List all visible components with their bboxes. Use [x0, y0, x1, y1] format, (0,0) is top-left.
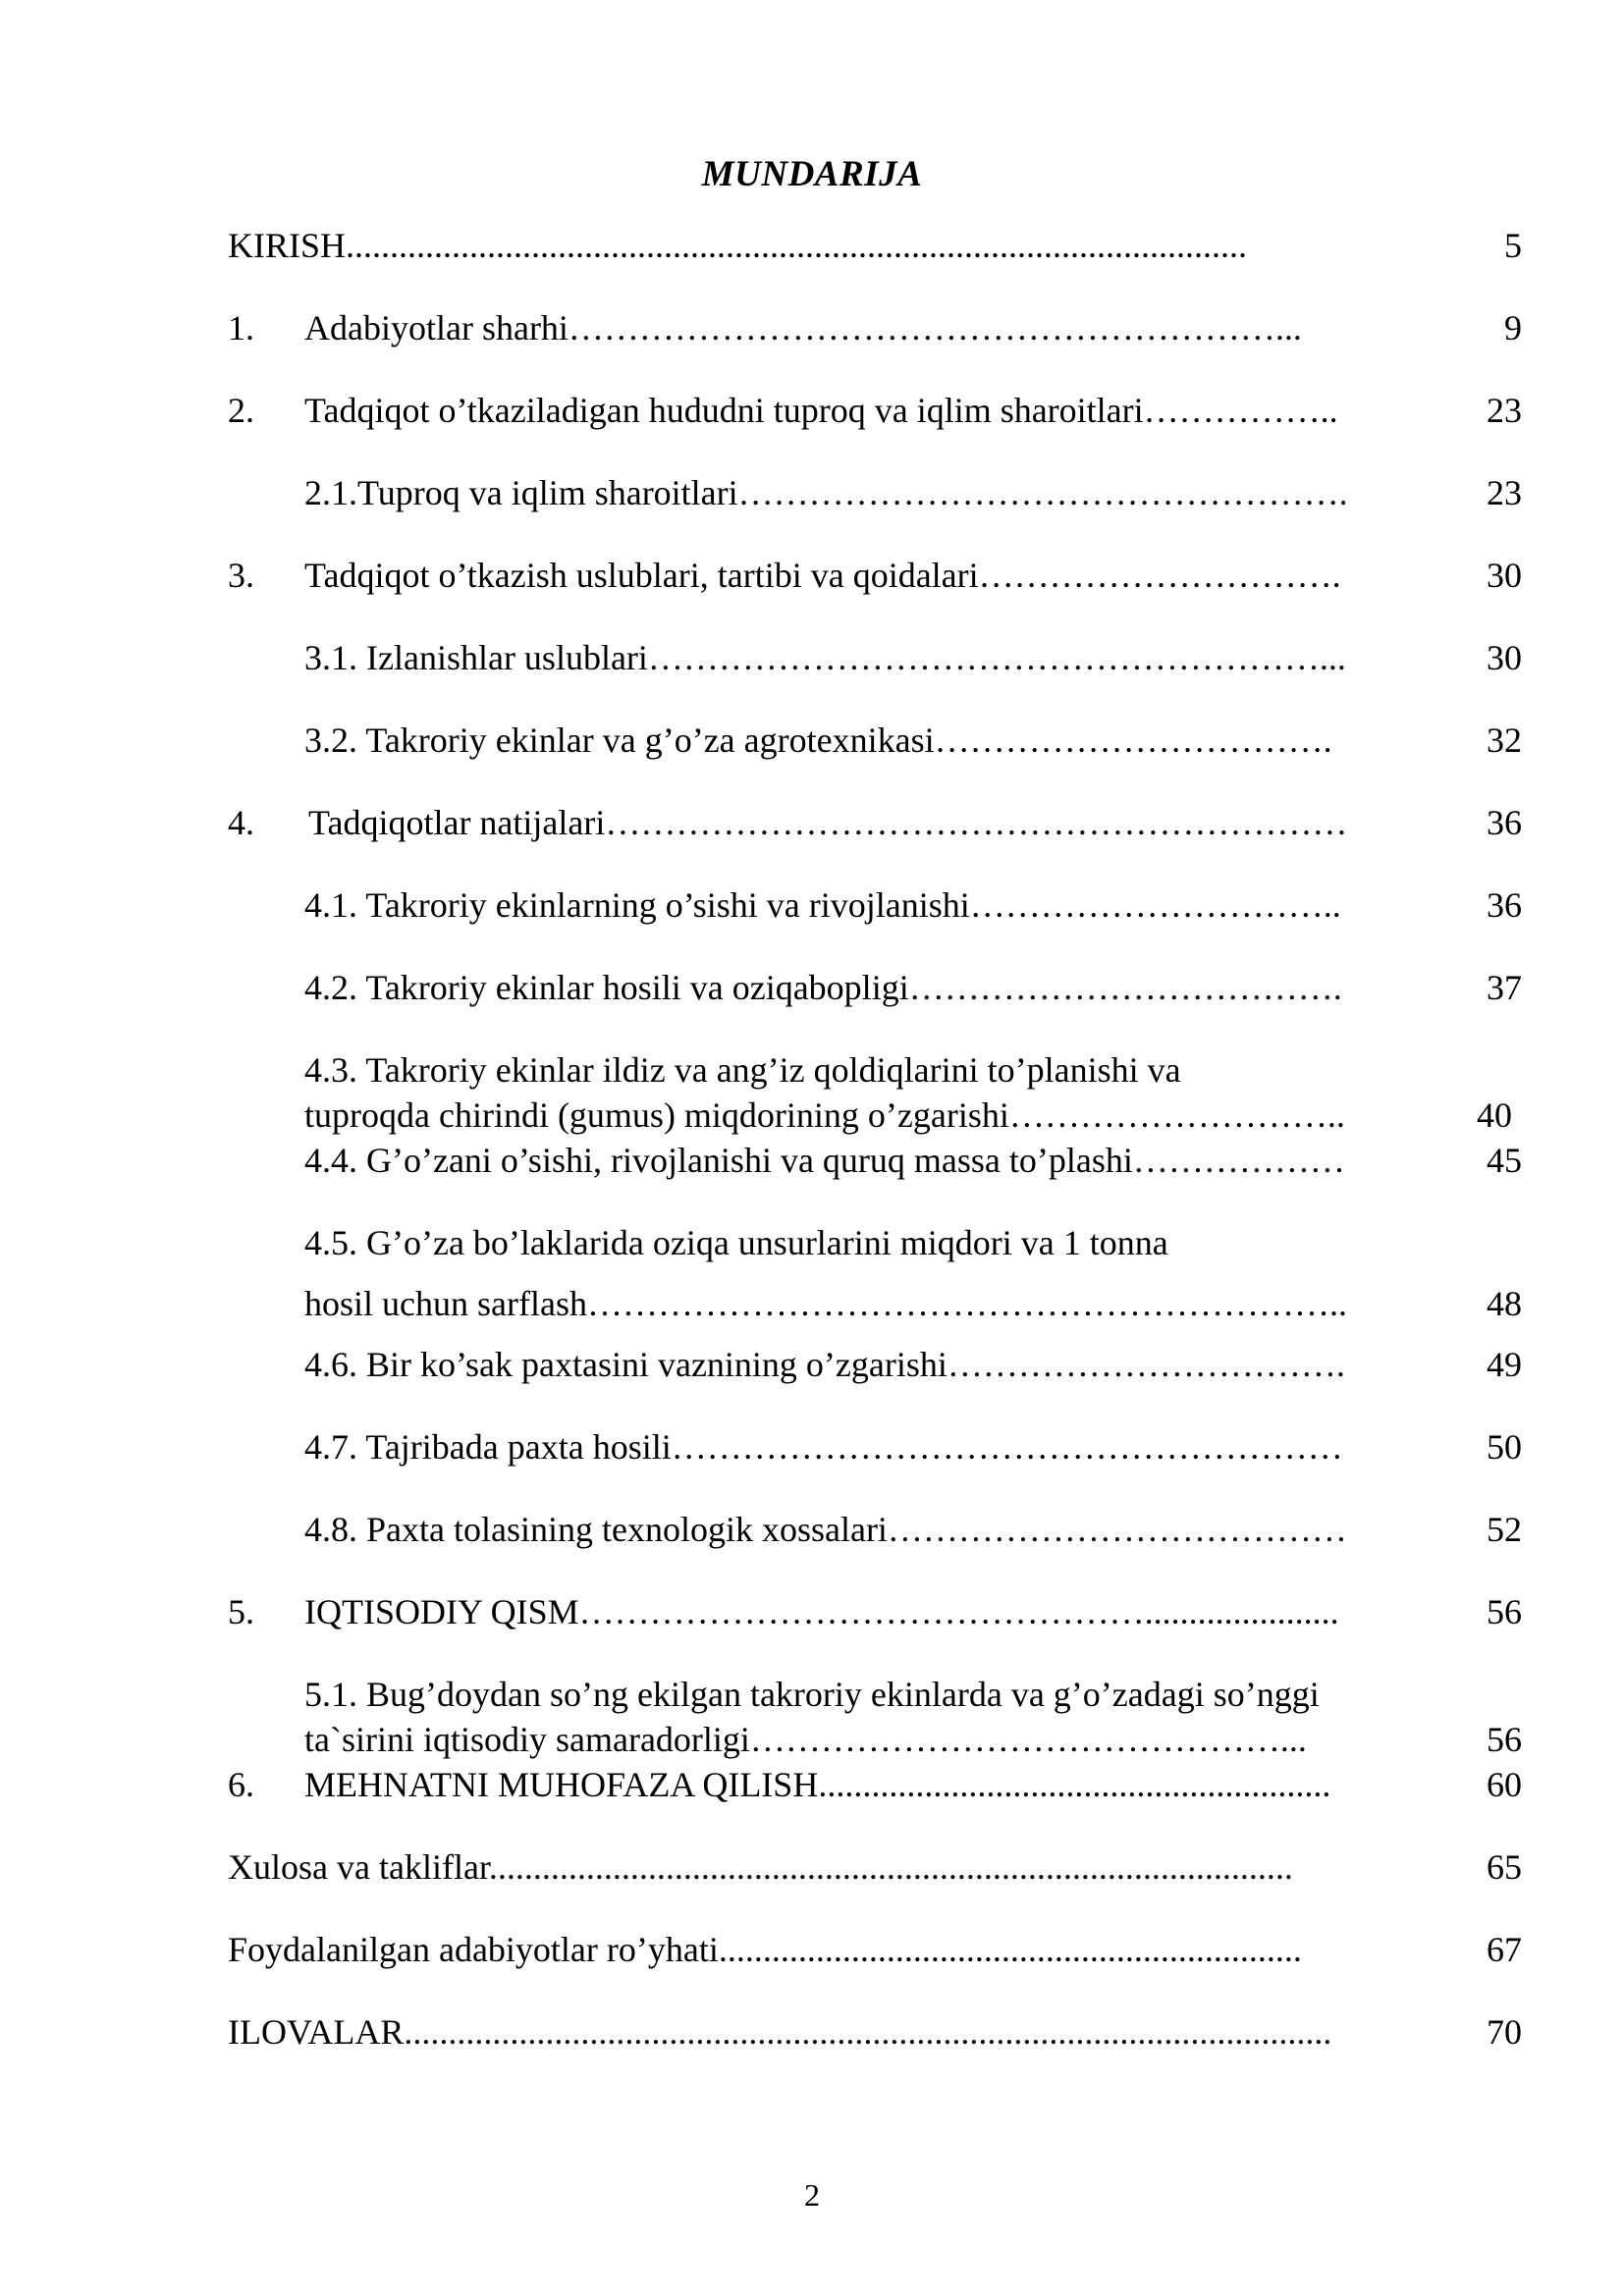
toc-entry-page: 70	[1487, 2012, 1522, 2052]
toc-entry-title: tuproqda chirindi (gumus) miqdorining o’zgarishi………………………..	[304, 1095, 1345, 1135]
toc-heading: MUNDARIJA	[701, 154, 923, 194]
toc-entry-page: 45	[1487, 1141, 1522, 1180]
toc-entry-title: Tadqiqotlar natijalari………………………………………………………	[308, 803, 1348, 842]
toc-entry-number: 6.	[228, 1765, 254, 1804]
toc-entry-number: 2.	[228, 391, 254, 430]
toc-entry-page: 49	[1487, 1345, 1522, 1384]
toc-entry-title: 2.1.Tuproq va iqlim sharoitlari…………………………………………….	[304, 473, 1348, 512]
toc-entry-page: 67	[1487, 1930, 1522, 1969]
toc-entry-page: 56	[1487, 1720, 1522, 1759]
toc-entry-page: 36	[1487, 885, 1522, 925]
toc-entry-title: 3.1. Izlanishlar uslublari…………………………………………………...	[304, 638, 1346, 677]
toc-entry-page: 32	[1487, 721, 1522, 760]
toc-entry-title: Adabiyotlar sharhi……………………………………………………...	[304, 308, 1302, 347]
toc-entry-title: 4.4. G’o’zani o’sishi, rivojlanishi va quruq massa to’plashi………………	[304, 1141, 1345, 1180]
toc-entry-page: 23	[1487, 473, 1522, 512]
toc-entry-title: KIRISH......................................................................................................	[228, 226, 1248, 265]
toc-entry-title: MEHNATNI MUHOFAZA QILISH..........................................................	[304, 1765, 1331, 1804]
toc-entry-page: 52	[1487, 1510, 1522, 1549]
toc-entry-title: Tadqiqot o’tkaziladigan hududni tuproq va iqlim sharoitlari……………..	[304, 391, 1338, 430]
page-number: 2	[804, 2177, 820, 2213]
toc-entry-number: 5.	[228, 1592, 254, 1631]
toc-entry-number: 1.	[228, 308, 254, 347]
toc-entry-title: 4.3. Takroriy ekinlar ildiz va ang’iz qoldiqlarini to’planishi va	[304, 1050, 1181, 1090]
toc-entry-title: ILOVALAR.........................................................................................................	[228, 2012, 1332, 2052]
toc-entry-page: 36	[1487, 803, 1522, 842]
toc-entry-title: 5.1. Bug’doydan so’ng ekilgan takroriy ekinlarda va g’o’zadagi so’nggi	[304, 1675, 1320, 1714]
toc-entry-title: 4.1. Takroriy ekinlarning o’sishi va rivojlanishi…………………………..	[304, 885, 1341, 925]
toc-entry-page: 23	[1487, 391, 1522, 430]
toc-entry-title: 4.2. Takroriy ekinlar hosili va oziqabopligi……………………………….	[304, 968, 1342, 1007]
toc-entry-title: Tadqiqot o’tkazish uslublari, tartibi va qoidalari………………………….	[304, 556, 1341, 595]
toc-entry-title: 3.2. Takroriy ekinlar va g’o’za agrotexnikasi…………………………….	[304, 721, 1332, 760]
toc-entry-number: 4.	[228, 803, 254, 842]
toc-entry-page: 5	[1504, 226, 1522, 265]
toc-entry-page: 65	[1487, 1847, 1522, 1887]
toc-entry-page: 30	[1487, 638, 1522, 677]
toc-entry-page: 50	[1487, 1427, 1522, 1467]
toc-entry-title: hosil uchun sarflash………………………………………………………..	[304, 1284, 1347, 1323]
toc-entry-title: Xulosa va takliflar...........................................................................................	[228, 1847, 1293, 1887]
toc-entry-page: 60	[1487, 1765, 1522, 1804]
toc-entry-title: IQTISODIY QISM…………………………………………......................	[304, 1592, 1339, 1631]
toc-entry-title: 4.8. Paxta tolasining texnologik xossalari…………………………………	[304, 1510, 1347, 1549]
toc-entry-number: 3.	[228, 556, 254, 595]
toc-entry-page: 9	[1504, 308, 1522, 347]
toc-entry-title: 4.7. Tajribada paxta hosili…………………………………………………	[304, 1427, 1343, 1467]
toc-entry-page: 40	[1477, 1095, 1512, 1135]
toc-entry-page: 48	[1487, 1284, 1522, 1323]
toc-entry-page: 56	[1487, 1592, 1522, 1631]
toc-entry-title: ta`sirini iqtisodiy samaradorligi………………………………………...	[304, 1720, 1307, 1759]
toc-entry-page: 30	[1487, 556, 1522, 595]
toc-entry-title: 4.5. G’o’za bo’laklarida oziqa unsurlarini miqdori va 1 tonna	[304, 1223, 1168, 1262]
toc-entry-title: 4.6. Bir ko’sak paxtasini vaznining o’zgarishi…………………………….	[304, 1345, 1345, 1384]
toc-entry-page: 37	[1487, 968, 1522, 1007]
toc-entry-title: Foydalanilgan adabiyotlar ro’yhati..................................................................	[228, 1930, 1302, 1969]
